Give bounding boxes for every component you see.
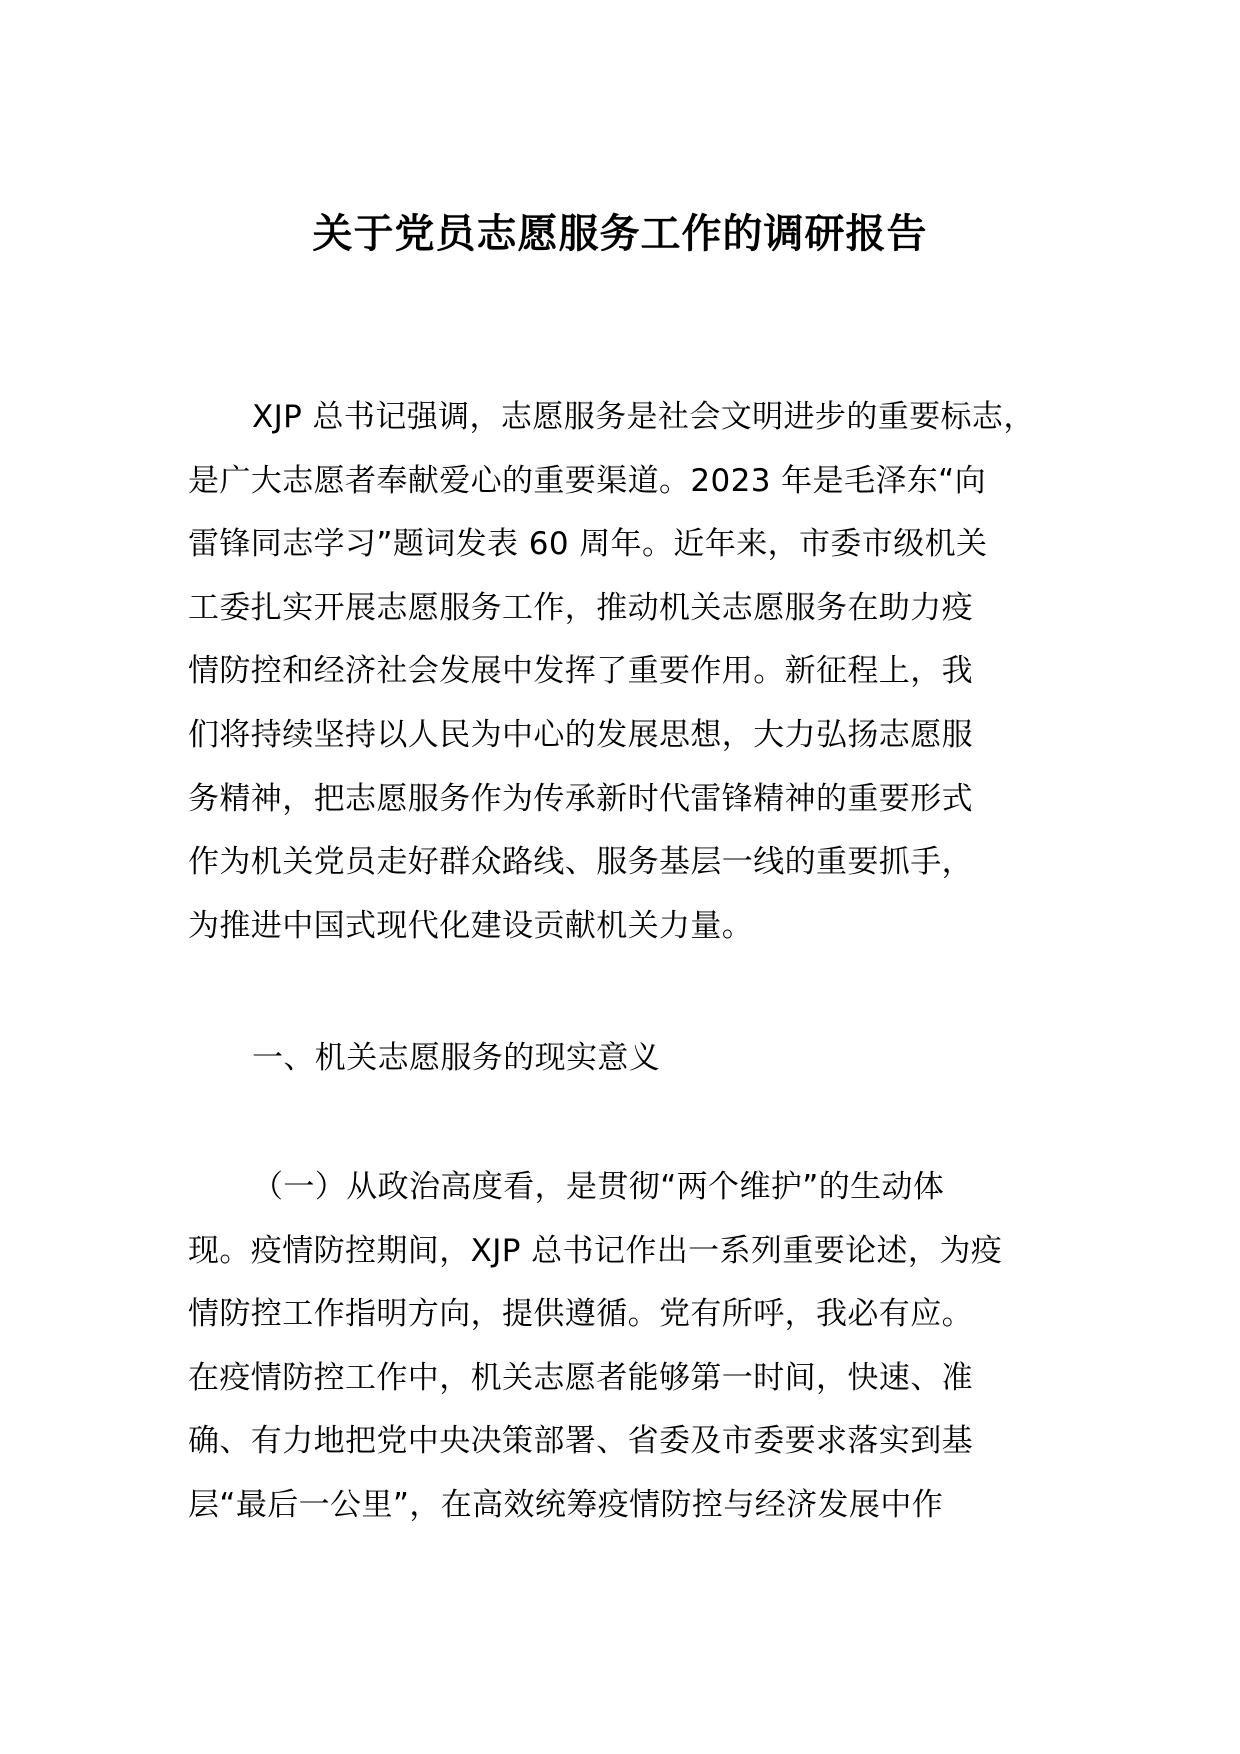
paragraph-1-line-2: 是广大志愿者奉献爱心的重要渠道。2023 年是毛泽东“向 bbox=[188, 463, 987, 499]
paragraph-1-line-1: XJP 总书记强调，志愿服务是社会文明进步的重要标志， bbox=[252, 399, 1035, 435]
paragraph-2-line-5: 确、有力地把党中央决策部署、省委及市委要求落实到基 bbox=[188, 1423, 973, 1459]
paragraph-1-line-8: 作为机关党员走好群众路线、服务基层一线的重要抓手， bbox=[188, 844, 973, 880]
paragraph-1-line-9: 为推进中国式现代化建设贡献机关力量。 bbox=[188, 908, 754, 944]
paragraph-2-line-3: 情防控工作指明方向，提供遵循。党有所呼，我必有应。 bbox=[188, 1296, 973, 1332]
paragraph-1-line-7: 务精神，把志愿服务作为传承新时代雷锋精神的重要形式 bbox=[188, 781, 973, 817]
paragraph-2-line-2: 现。疫情防控期间，XJP 总书记作出一系列重要论述，为疫 bbox=[188, 1233, 1003, 1269]
document-title: 关于党员志愿服务工作的调研报告 bbox=[312, 211, 928, 257]
paragraph-2-line-1: （一）从政治高度看，是贯彻“两个维护”的生动体 bbox=[252, 1169, 945, 1205]
paragraph-1-line-5: 情防控和经济社会发展中发挥了重要作用。新征程上，我 bbox=[188, 653, 973, 689]
paragraph-2-line-4: 在疫情防控工作中，机关志愿者能够第一时间，快速、准 bbox=[188, 1360, 973, 1396]
paragraph-1-line-4: 工委扎实开展志愿服务工作，推动机关志愿服务在助力疫 bbox=[188, 590, 973, 626]
paragraph-1-line-6: 们将持续坚持以人民为中心的发展思想，大力弘扬志愿服 bbox=[188, 717, 973, 753]
paragraph-2-line-6: 层“最后一公里”，在高效统筹疫情防控与经济发展中作 bbox=[188, 1487, 944, 1523]
paragraph-1-line-3: 雷锋同志学习”题词发表 60 周年。近年来，市委市级机关 bbox=[188, 526, 988, 562]
section-heading-1: 一、机关志愿服务的现实意义 bbox=[252, 1040, 661, 1076]
